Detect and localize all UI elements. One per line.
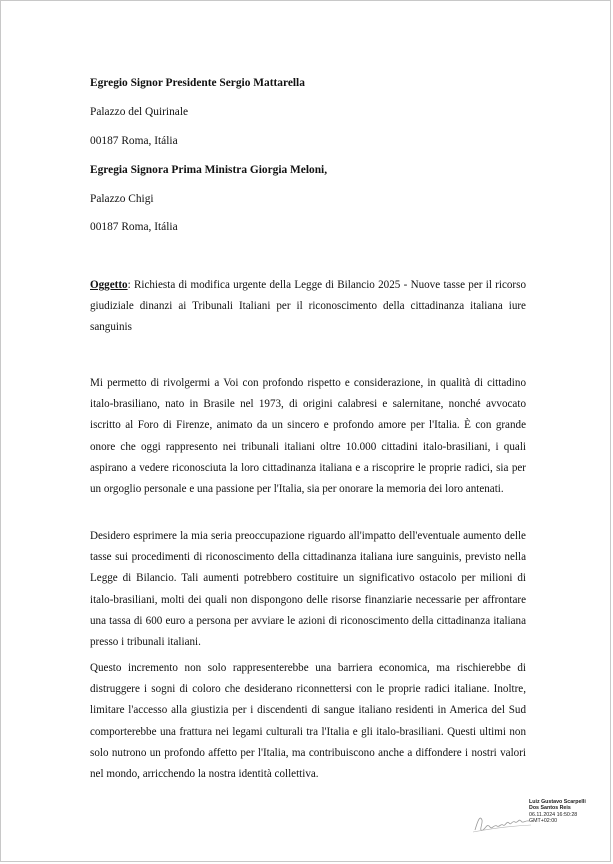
body-paragraph-2: Desidero esprimere la mia seria preoccupazione riguardo all'impatto dell'eventuale aumento delle tasse sui procedimenti di riconoscimento della cittadinanza italiana iure sanguinis, previsto nella Legge di Bilancio. Tali aumenti potrebbero costituire un significativo ostacolo per milioni di italo-brasiliani, molti dei quali non dispongono delle risorse finanziarie necessarie per affrontare una tassa di 600 euro a persona per avviare le azioni di riconoscimento della cittadinanza italiana presso i tribunali italiani. bbox=[90, 530, 526, 649]
subject-label: Oggetto bbox=[90, 279, 128, 291]
president-city: 00187 Roma, Itália bbox=[90, 135, 178, 147]
pm-city: 00187 Roma, Itália bbox=[90, 221, 178, 233]
signature-timezone: GMT+02:00 bbox=[529, 817, 558, 824]
signer-name-line2: Dos Santos Reis bbox=[529, 805, 571, 812]
signature-details bbox=[529, 799, 586, 824]
digital-signature bbox=[471, 799, 601, 839]
body-paragraph-3: Questo incremento non solo rappresenterebbe una barriera economica, ma rischierebbe di distruggere i sogni di coloro che desiderano riconnettersi con le proprie radici italiane. Inoltre, limitare l'accesso alla giustizia per i discendenti di sangue italiano residenti in America del Sud comporterebbe una frattura nei legami culturali tra l'Italia e gli italo-brasiliani. Questi ultimi non solo nutrono un profondo affetto per l'Italia, ma contribuiscono anche a diffondere i nostri valori nel mondo, arricchendo la nostra identità collettiva. bbox=[90, 662, 526, 781]
president-name: Egregio Signor Presidente Sergio Mattarella bbox=[90, 77, 305, 89]
subject-text: : Richiesta di modifica urgente della Legge di Bilancio 2025 - Nuove tasse per il ricorso giudiziale dinanzi ai Tribunali Italiani per il riconoscimento della cittadinanza italiana iure sanguinis bbox=[90, 279, 526, 334]
signature-date: 06.11.2024 16:50:28 bbox=[529, 811, 578, 818]
pm-address: Palazzo Chigi bbox=[90, 193, 154, 205]
president-address: Palazzo del Quirinale bbox=[90, 106, 189, 118]
pm-name: Egregia Signora Prima Ministra Giorgia Meloni, bbox=[90, 164, 328, 176]
signer-name-line1: Luiz Gustavo Scarpelli bbox=[529, 799, 586, 805]
handwritten-signature bbox=[471, 803, 533, 837]
subject-line bbox=[90, 275, 526, 339]
body-paragraph-1: Mi permetto di rivolgermi a Voi con profondo rispetto e considerazione, in qualità di cittadino italo-brasiliano, nato in Brasile nel 1973, di origini calabresi e salernitane, nonché avvocato iscritto al Foro di Firenze, animato da un sincero e profondo amore per l'Italia. È con grande onore che oggi rappresento nei tribunali italiani oltre 10.000 cittadini italo-brasiliani, i quali aspirano a vedere riconosciuta la loro cittadinanza italiana e a riscoprire le proprie radici, sia per un orgoglio personale e una passione per l'Italia, sia per onorare la memoria dei loro antenati. bbox=[90, 377, 526, 496]
